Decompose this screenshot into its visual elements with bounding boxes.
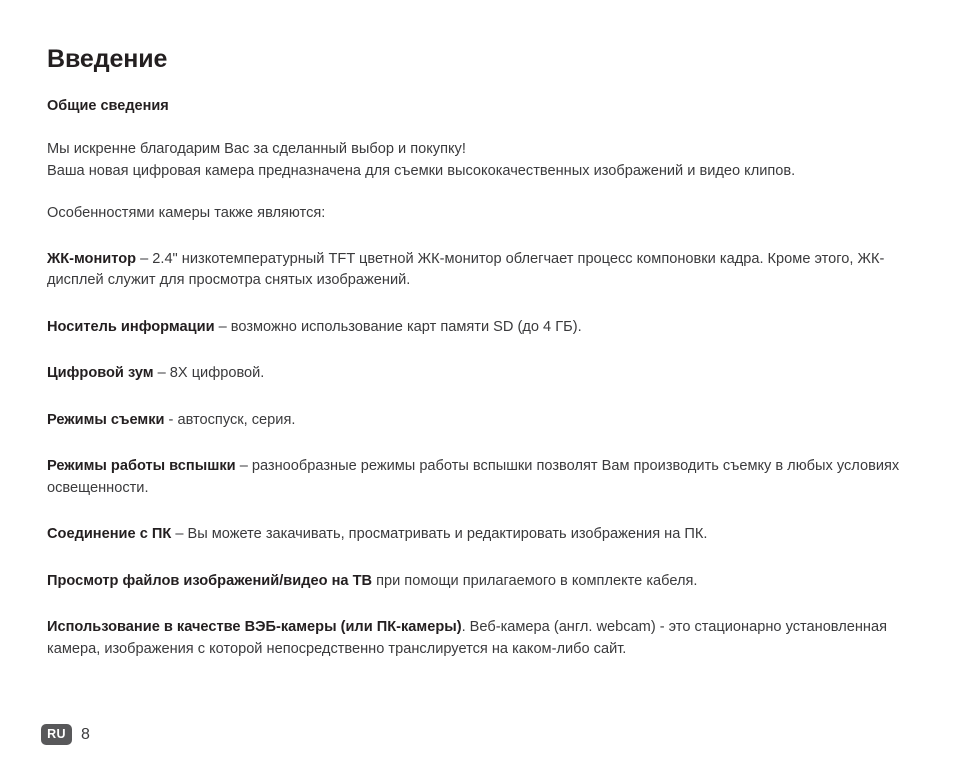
feature-lead-pc-connection: Соединение с ПК <box>47 526 172 542</box>
page-title: Введение <box>47 45 168 73</box>
feature-tv-playback <box>47 571 907 593</box>
feature-lead-shooting-modes: Режимы съемки <box>47 411 165 428</box>
intro-line-2: Ваша новая цифровая камера предназначена для съемки высококачественных изображений и видео клипов. <box>47 162 796 179</box>
feature-text-shooting-modes: - автоспуск, серия. <box>164 411 296 428</box>
feature-shooting-modes <box>47 410 907 432</box>
feature-flash-modes <box>47 456 907 499</box>
intro-block <box>47 139 907 182</box>
intro-line-1: Мы искренне благодарим Вас за сделанный выбор и покупку! <box>47 141 466 157</box>
feature-text-lcd-monitor: – 2.4" низкотемпературный TFT цветной ЖК-монитор облегчает процесс компоновки кадра. Кроме этого, ЖК-дисплей служит для просмотра снятых изображений. <box>47 250 885 288</box>
feature-text-digital-zoom: – 8Х цифровой. <box>153 365 265 381</box>
feature-digital-zoom <box>47 363 907 385</box>
language-badge: RU <box>41 724 72 745</box>
feature-lead-tv-playback: Просмотр файлов изображений/видео на ТВ <box>47 572 373 589</box>
page-content <box>47 44 907 660</box>
feature-lead-lcd-monitor: ЖК-монитор <box>47 250 137 267</box>
feature-lead-flash-modes: Режимы работы вспышки <box>47 458 236 474</box>
section-subheading: Общие сведения <box>47 98 169 114</box>
feature-pc-connection <box>47 524 907 546</box>
feature-text-pc-connection: – Вы можете закачивать, просматривать и редактировать изображения на ПК. <box>171 526 708 542</box>
feature-lead-digital-zoom: Цифровой зум <box>47 365 154 381</box>
feature-webcam-usage <box>47 617 907 660</box>
feature-text-tv-playback: при помощи прилагаемого в комплекте кабеля. <box>372 572 698 589</box>
feature-text-storage-media: – возможно использование карт памяти SD (до 4 ГБ). <box>214 318 582 335</box>
feature-lead-storage-media: Носитель информации <box>47 318 215 335</box>
feature-lcd-monitor <box>47 249 907 292</box>
feature-text-webcam-usage: . Веб-камера (англ. webcam) - это стационарно установленная камера, изображения с которой непосредственно транслируется на каком-либо сайт. <box>47 619 887 657</box>
page-footer <box>41 724 90 745</box>
feature-lead-webcam-usage: Использование в качестве ВЭБ-камеры (или ПК-камеры) <box>47 619 462 635</box>
page-number: 8 <box>81 725 90 743</box>
feature-storage-media <box>47 317 907 339</box>
features-intro: Особенностями камеры также являются: <box>47 205 326 221</box>
feature-text-flash-modes: – разнообразные режимы работы вспышки позволят Вам производить съемку в любых условиях освещенности. <box>47 458 900 496</box>
